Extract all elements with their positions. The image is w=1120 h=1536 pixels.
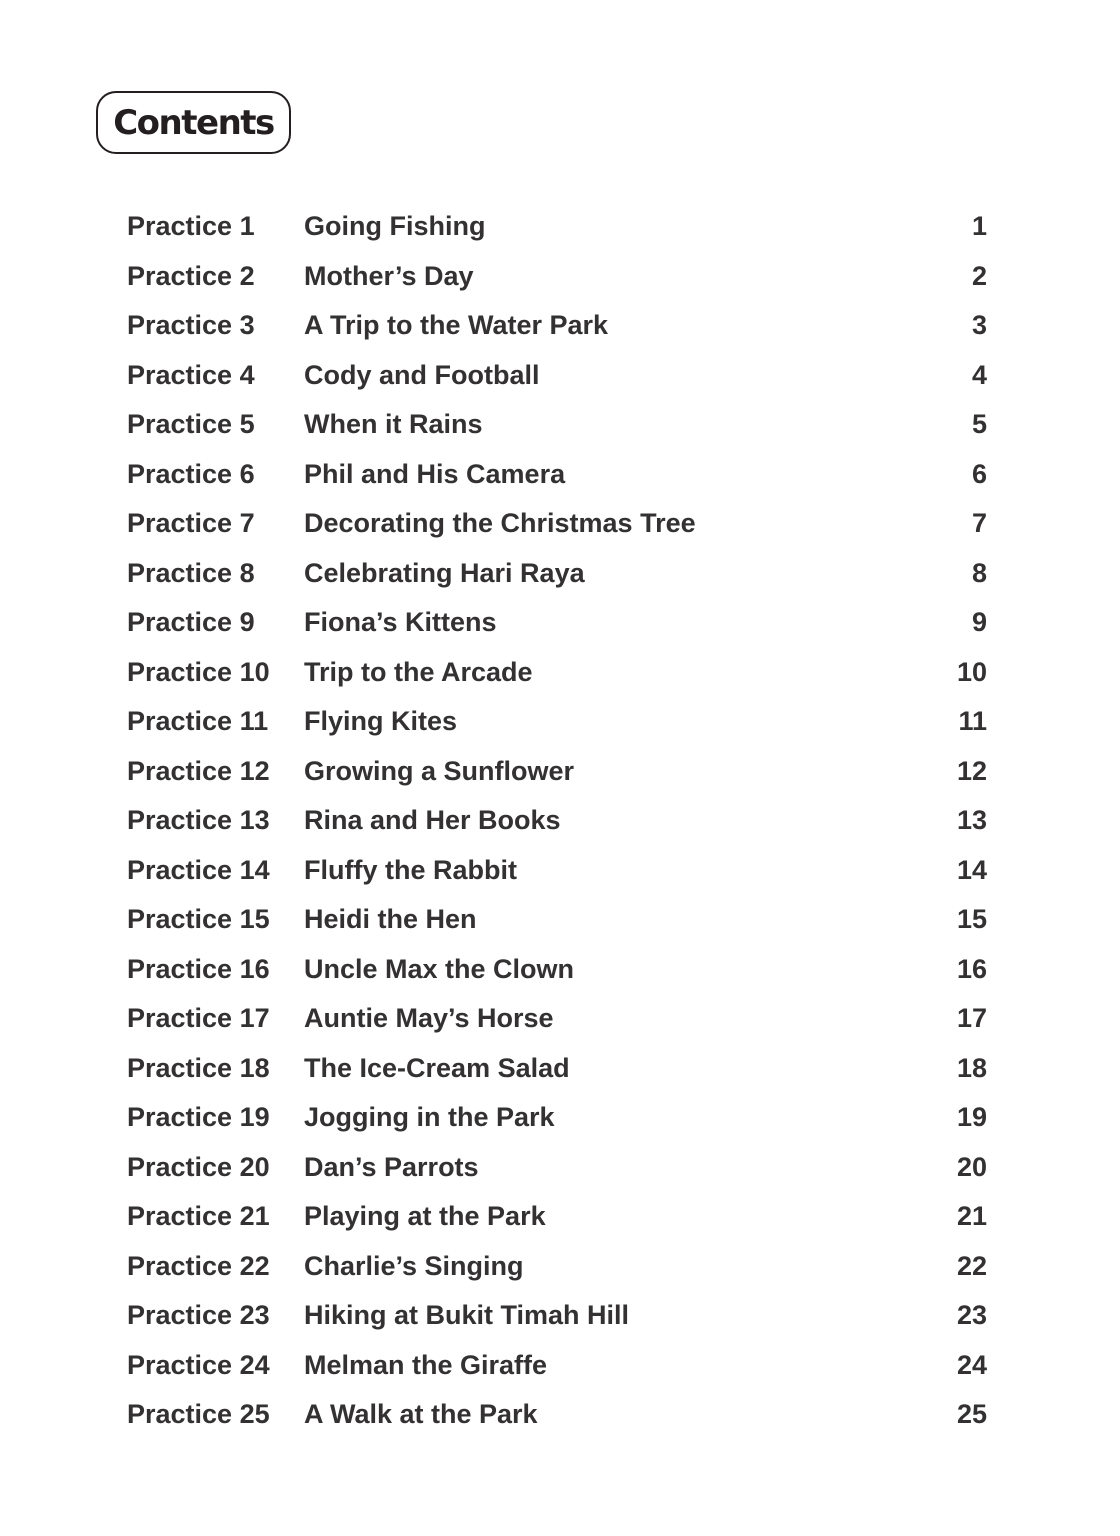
toc-entry[interactable] bbox=[127, 499, 987, 549]
practice-number: Practice 7 bbox=[127, 508, 255, 539]
toc-entry[interactable] bbox=[127, 846, 987, 896]
toc-entry[interactable] bbox=[127, 1143, 987, 1193]
page-number: 25 bbox=[956, 1399, 987, 1430]
practice-number: Practice 6 bbox=[127, 458, 255, 489]
practice-title: Hiking at Bukit Timah Hill bbox=[304, 1300, 630, 1331]
practice-title: Fiona’s Kittens bbox=[304, 607, 497, 638]
page-number: 11 bbox=[958, 706, 987, 737]
practice-number: Practice 13 bbox=[127, 805, 270, 836]
toc-entry[interactable] bbox=[127, 697, 987, 747]
practice-title: Jogging in the Park bbox=[304, 1102, 555, 1133]
page-number: 22 bbox=[956, 1250, 987, 1281]
page-number: 8 bbox=[971, 557, 987, 588]
toc-entry[interactable] bbox=[127, 598, 987, 648]
practice-title: Charlie’s Singing bbox=[304, 1250, 524, 1281]
page-number: 9 bbox=[971, 607, 987, 638]
page-number: 15 bbox=[956, 904, 987, 935]
practice-title: Going Fishing bbox=[304, 211, 486, 242]
page-number: 13 bbox=[956, 805, 987, 836]
practice-number: Practice 4 bbox=[127, 359, 255, 390]
practice-title: Melman the Giraffe bbox=[304, 1349, 548, 1380]
practice-number: Practice 24 bbox=[127, 1349, 270, 1380]
table-of-contents bbox=[127, 202, 987, 1440]
practice-title: Rina and Her Books bbox=[304, 805, 561, 836]
toc-entry[interactable] bbox=[127, 450, 987, 500]
toc-entry[interactable] bbox=[127, 1192, 987, 1242]
practice-title: Phil and His Camera bbox=[304, 458, 566, 489]
toc-entry[interactable] bbox=[127, 994, 987, 1044]
page-number: 7 bbox=[971, 508, 987, 539]
page-number: 21 bbox=[956, 1201, 987, 1232]
practice-number: Practice 17 bbox=[127, 1003, 270, 1034]
page-number: 6 bbox=[971, 458, 987, 489]
contents-heading-box bbox=[96, 91, 291, 154]
practice-title: Playing at the Park bbox=[304, 1201, 546, 1232]
toc-entry[interactable] bbox=[127, 202, 987, 252]
page-number: 14 bbox=[956, 854, 987, 885]
toc-entry[interactable] bbox=[127, 945, 987, 995]
page-title: Contents bbox=[113, 102, 274, 143]
toc-entry[interactable] bbox=[127, 400, 987, 450]
page-number: 23 bbox=[956, 1300, 987, 1331]
page-number: 10 bbox=[956, 656, 987, 687]
toc-entry[interactable] bbox=[127, 301, 987, 351]
practice-title: Growing a Sunflower bbox=[304, 755, 575, 786]
practice-title: A Walk at the Park bbox=[304, 1399, 538, 1430]
toc-entry[interactable] bbox=[127, 351, 987, 401]
practice-number: Practice 23 bbox=[127, 1300, 270, 1331]
toc-entry[interactable] bbox=[127, 252, 987, 302]
page-number: 19 bbox=[956, 1102, 987, 1133]
toc-entry[interactable] bbox=[127, 1044, 987, 1094]
practice-title: The Ice-Cream Salad bbox=[304, 1052, 570, 1083]
page-number: 2 bbox=[971, 260, 987, 291]
practice-number: Practice 19 bbox=[127, 1102, 270, 1133]
practice-title: Dan’s Parrots bbox=[304, 1151, 479, 1182]
toc-entry[interactable] bbox=[127, 1390, 987, 1440]
practice-number: Practice 9 bbox=[127, 607, 255, 638]
practice-number: Practice 3 bbox=[127, 310, 255, 341]
practice-title: Decorating the Christmas Tree bbox=[304, 508, 696, 539]
practice-title: Uncle Max the Clown bbox=[304, 953, 575, 984]
toc-entry[interactable] bbox=[127, 796, 987, 846]
page-number: 3 bbox=[971, 310, 987, 341]
toc-entry[interactable] bbox=[127, 1242, 987, 1292]
toc-entry[interactable] bbox=[127, 747, 987, 797]
practice-number: Practice 1 bbox=[127, 211, 255, 242]
page-number: 17 bbox=[956, 1003, 987, 1034]
practice-title: Fluffy the Rabbit bbox=[304, 854, 517, 885]
page-number: 18 bbox=[956, 1052, 987, 1083]
practice-number: Practice 10 bbox=[127, 656, 270, 687]
practice-number: Practice 12 bbox=[127, 755, 270, 786]
practice-number: Practice 16 bbox=[127, 953, 270, 984]
practice-title: Auntie May’s Horse bbox=[304, 1003, 554, 1034]
page-number: 20 bbox=[956, 1151, 987, 1182]
page-number: 16 bbox=[956, 953, 987, 984]
practice-number: Practice 11 bbox=[127, 706, 269, 737]
practice-number: Practice 5 bbox=[127, 409, 255, 440]
practice-title: Flying Kites bbox=[304, 706, 458, 737]
practice-title: Heidi the Hen bbox=[304, 904, 477, 935]
practice-title: Trip to the Arcade bbox=[304, 656, 533, 687]
practice-number: Practice 2 bbox=[127, 260, 255, 291]
practice-number: Practice 25 bbox=[127, 1399, 270, 1430]
page-number: 24 bbox=[956, 1349, 987, 1380]
page-number: 12 bbox=[956, 755, 987, 786]
practice-title: A Trip to the Water Park bbox=[304, 310, 609, 341]
toc-entry[interactable] bbox=[127, 1291, 987, 1341]
page-number: 5 bbox=[971, 409, 987, 440]
toc-entry[interactable] bbox=[127, 1341, 987, 1391]
practice-number: Practice 8 bbox=[127, 557, 255, 588]
toc-entry[interactable] bbox=[127, 648, 987, 698]
practice-number: Practice 14 bbox=[127, 854, 270, 885]
toc-entry[interactable] bbox=[127, 895, 987, 945]
practice-title: Cody and Football bbox=[304, 359, 540, 390]
page-number: 1 bbox=[971, 211, 987, 242]
practice-number: Practice 22 bbox=[127, 1250, 270, 1281]
toc-entry[interactable] bbox=[127, 1093, 987, 1143]
practice-number: Practice 20 bbox=[127, 1151, 270, 1182]
practice-number: Practice 15 bbox=[127, 904, 270, 935]
toc-entry[interactable] bbox=[127, 549, 987, 599]
practice-number: Practice 18 bbox=[127, 1052, 270, 1083]
practice-number: Practice 21 bbox=[127, 1201, 270, 1232]
practice-title: Celebrating Hari Raya bbox=[304, 557, 585, 588]
practice-title: Mother’s Day bbox=[304, 260, 474, 291]
practice-title: When it Rains bbox=[304, 409, 483, 440]
page-number: 4 bbox=[971, 359, 987, 390]
